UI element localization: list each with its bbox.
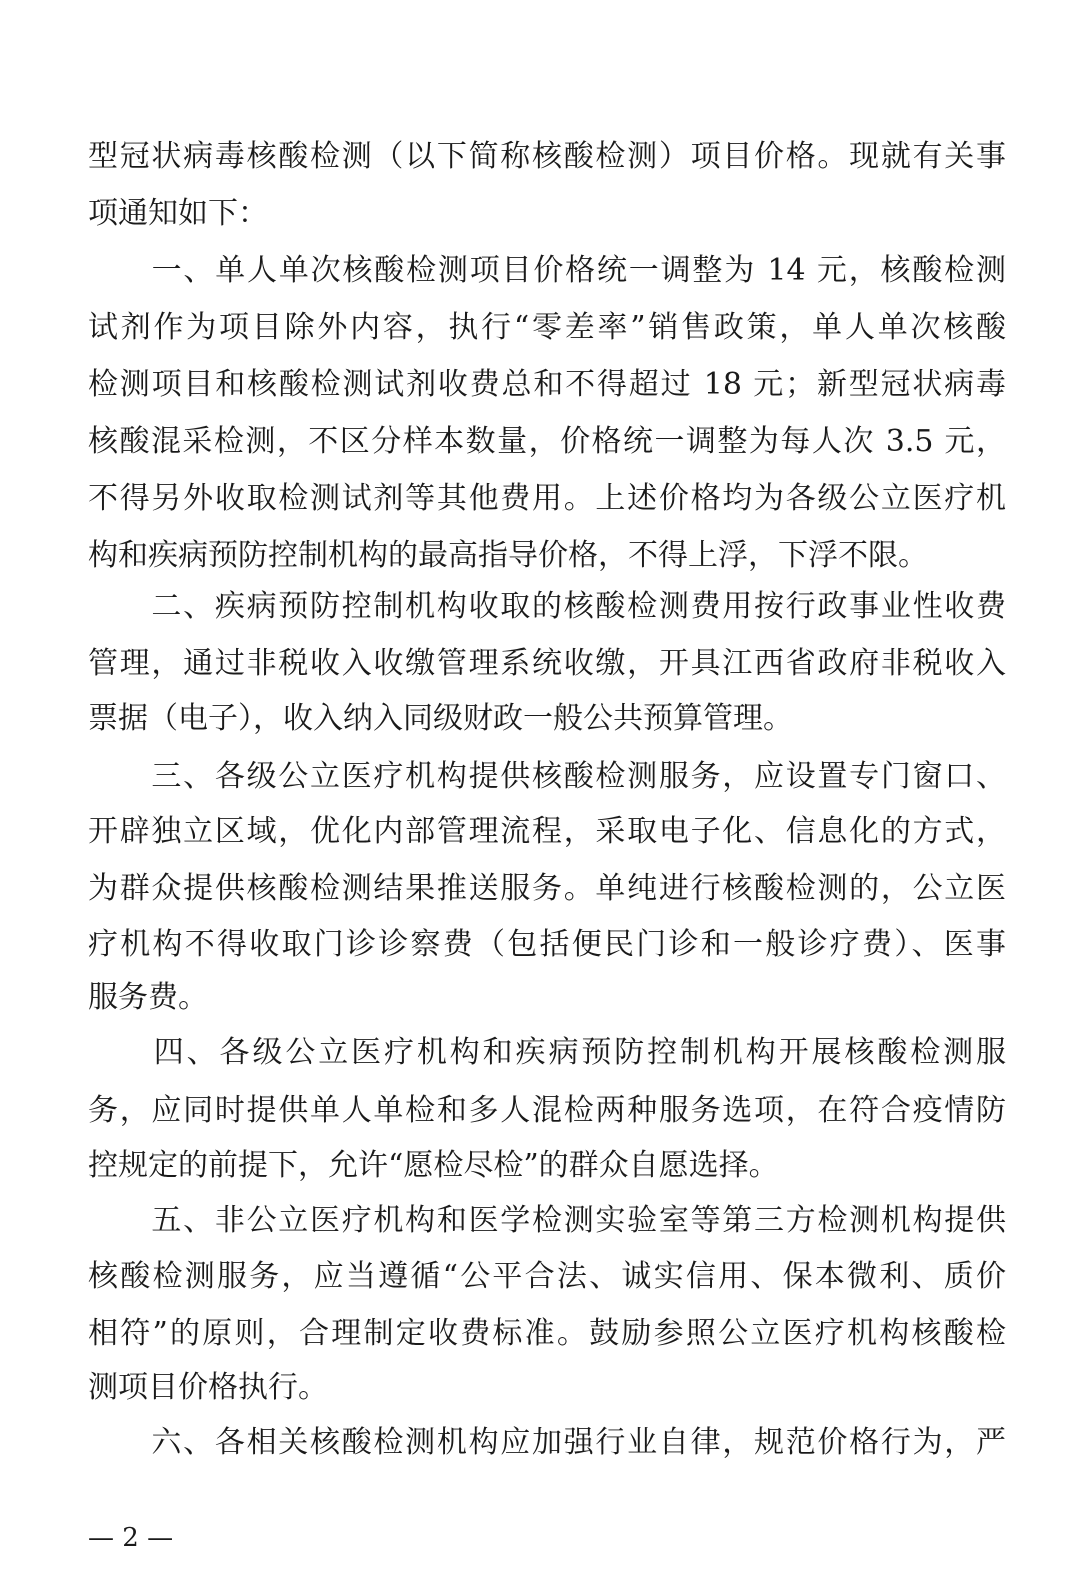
text-line: 六、各相关核酸检测机构应加强行业自律，规范价格行为，严	[88, 1425, 1006, 1460]
text-line: 控规定的前提下，允许“愿检尽检”的群众自愿选择。	[88, 1148, 779, 1183]
text-line: 票据（电子），收入纳入同级财政一般公共预算管理。	[88, 701, 793, 736]
text-line: 服务费。	[88, 980, 208, 1015]
text-line: 试剂作为项目除外内容，执行“零差率”销售政策，单人单次核酸	[88, 310, 1006, 345]
page-number: — 2 —	[88, 1523, 174, 1553]
text-line: 核酸混采检测，不区分样本数量，价格统一调整为每人次 3.5 元，	[88, 424, 1006, 459]
text-line: 疗机构不得收取门诊诊察费（包括便民门诊和一般诊疗费）、医事	[88, 927, 1006, 962]
text-line: 五、非公立医疗机构和医学检测实验室等第三方检测机构提供	[88, 1203, 1006, 1238]
text-line: 相符”的原则，合理制定收费标准。鼓励参照公立医疗机构核酸检	[88, 1316, 1006, 1351]
text-line: 构和疾病预防控制机构的最高指导价格，不得上浮，下浮不限。	[88, 538, 928, 573]
text-line: 检测项目和核酸检测试剂收费总和不得超过 18 元；新型冠状病毒	[88, 367, 1006, 402]
text-line: 务，应同时提供单人单检和多人混检两种服务选项，在符合疫情防	[88, 1093, 1006, 1128]
text-line: 型冠状病毒核酸检测（以下简称核酸检测）项目价格。现就有关事	[88, 139, 1006, 174]
text-line: 为群众提供核酸检测结果推送服务。单纯进行核酸检测的，公立医	[88, 871, 1006, 906]
text-line: 三、各级公立医疗机构提供核酸检测服务，应设置专门窗口、	[88, 759, 1006, 794]
text-line: 管理，通过非税收入收缴管理系统收缴，开具江西省政府非税收入	[88, 646, 1006, 681]
text-line: 核酸检测服务，应当遵循“公平合法、诚实信用、保本微利、质价	[88, 1259, 1006, 1294]
text-line: 二、疾病预防控制机构收取的核酸检测费用按行政事业性收费	[88, 589, 1006, 624]
text-line: 一、单人单次核酸检测项目价格统一调整为 14 元，核酸检测	[88, 253, 1006, 288]
text-line: 四、各级公立医疗机构和疾病预防控制机构开展核酸检测服	[88, 1035, 1006, 1070]
text-line: 开辟独立区域，优化内部管理流程，采取电子化、信息化的方式，	[88, 814, 1006, 849]
text-line: 测项目价格执行。	[88, 1370, 328, 1405]
text-line: 项通知如下：	[88, 196, 268, 231]
text-line: 不得另外收取检测试剂等其他费用。上述价格均为各级公立医疗机	[88, 481, 1006, 516]
